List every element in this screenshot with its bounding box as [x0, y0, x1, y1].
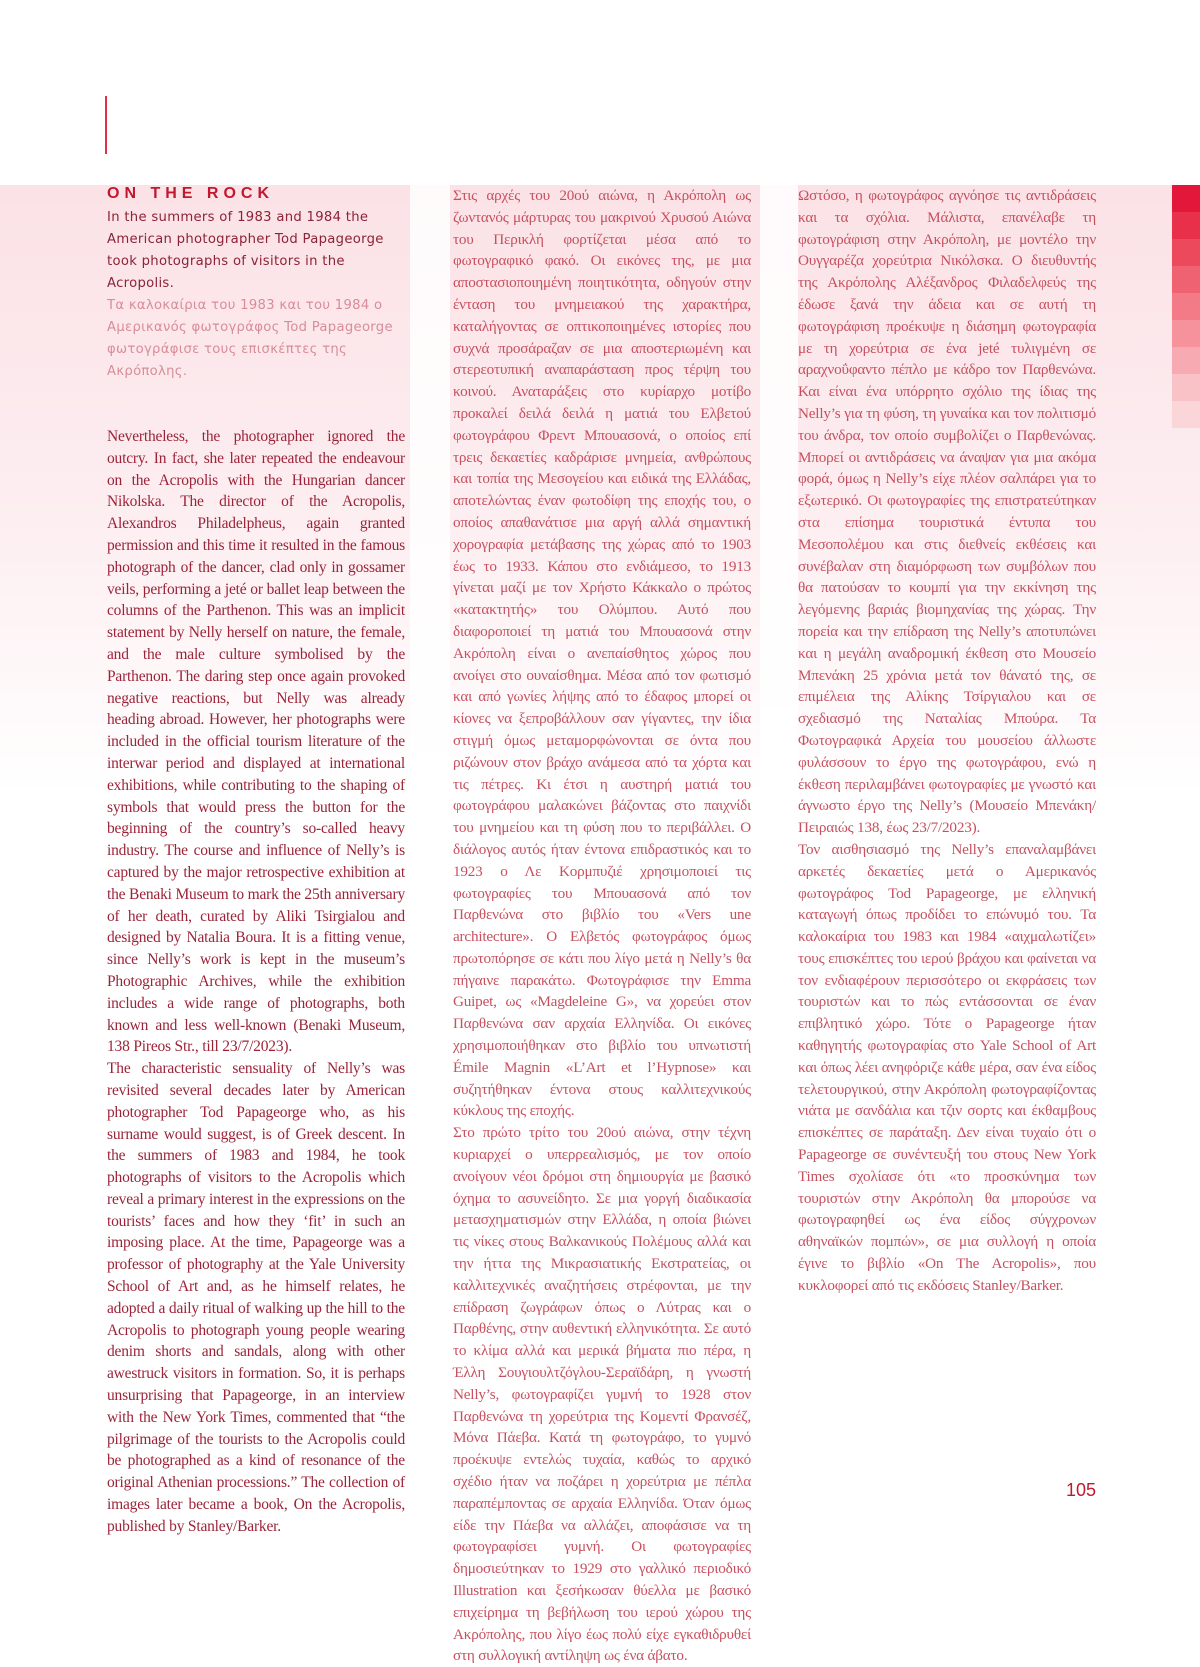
- color-swatch: [1172, 347, 1200, 374]
- paragraph: Ωστόσο, η φωτογράφος αγνόησε τις αντιδράσεις και τα σχόλια. Μάλιστα, επανέλαβε τη φωτογράφιση στην Ακρόπολη, με μοντέλο την Ουγγαρέζα χορεύτρια Νικόλσκα. Ο διευθυντής της Ακρόπολης Αλέξανδρος Φιλαδελφεύς της έδωσε ξανά την άδεια και σε αυτή τη φωτογράφιση προέκυψε η διάσημη φωτογραφία με τη χορεύτρια σε ένα jeté τυλιγμένη σε αραχνοΰφαντο πέπλο με κάδρο τον Παρθενώνα. Και είναι ένα υπόρρητο σχόλιο της ίδιας της Nelly’s για τη φύση, τη γυναίκα και τον πολιτισμό του άνδρα, τον οποίο συμβολίζει ο Παρθενώνας. Μπορεί οι αντιδράσεις να άναψαν για μια ακόμα φορά, όμως η Nelly’s είχε πλέον σαλπάρει για το εξωτερικό. Οι φωτογραφίες της επιστρατεύτηκαν στα επίσημα τουριστικά έντυπα του Μεσοπολέμου και στις διεθνείς εκθέσεις και συνέβαλαν στη διαμόρφωση των συμβόλων που θα πατούσαν το κουμπί για την εκκίνηση της λεγόμενης βαριάς βιομηχανίας της χώρας. Την πορεία και την επίδραση της Nelly’s αποτυπώνει και η μεγάλη αναδρομική έκθεση στο Μουσείο Μπενάκη 25 χρόνια μετά τον θάνατό της, σε επιμέλεια της Αλίκης Τσίργιαλου και σε σχεδιασμό της Ναταλίας Μπούρα. Τα Φωτογραφικά Αρχεία του μουσείου άλλωστε φυλάσσουν το έργο της φωτογράφου, ενώ η έκθεση περιλαμβάνει φωτογραφίες με γνωστό και άγνωστο έργο της Nelly’s (Μουσείο Μπενάκη/Πειραιώς 138, έως 23/7/2023).: [798, 187, 1096, 837]
- column-gutter: [410, 185, 450, 795]
- color-swatch: [1172, 293, 1200, 320]
- column-greek-2: [798, 185, 1096, 1297]
- color-swatch: [1172, 374, 1200, 401]
- color-swatch: [1172, 185, 1200, 212]
- color-swatch: [1172, 401, 1200, 428]
- paragraph: The characteristic sensuality of Nelly’s was revisited several decades later by American photographer Tod Papageorge who, as his surname would suggest, is of Greek descent. In the summers of 1983 and 1984, he took photographs of visitors to the Acropolis which reveal a primary interest in the expressions on the tourists’ faces and how they ‘fit’ in such an imposing place. At the time, Papageorge was a professor of photography at the Yale University School of Art and, as he himself relates, he adopted a daily ritual of walking up the hill to the Acropolis to photograph young people wearing denim shorts and sandals, along with other awestruck visitors in formation. So, it is perhaps unsurprising that Papageorge, in an interview with the New York Times, commented that “the pilgrimage of the tourists to the Acropolis could be photographed as a kind of resonance of the original Athenian processions.” The collection of images later became a book, On the Acropolis, published by Stanley/Barker.: [107, 1060, 405, 1535]
- page-number: 105: [1066, 1480, 1097, 1500]
- paragraph: Nevertheless, the photographer ignored the outcry. In fact, she later repeated the endeavour on the Acropolis with the Hungarian dancer Nikolska. The director of the Acropolis, Alexandros Philadelpheus, again granted permission and this time it resulted in the famous photograph of the dancer, clad only in gossamer veils, performing a jeté or ballet leap between the columns of the Parthenon. This was an implicit statement by Nelly herself on nature, the female, and the male culture symbolised by the Parthenon. The daring step once again provoked negative reactions, but Nelly was already heading abroad. However, her photographs were included in the official tourism literature of the interwar period and displayed at international exhibitions, while contributing to the shaping of symbols that would press the button for the beginning of the country’s so-called heavy industry. The course and influence of Nelly’s is captured by the major retrospective exhibition at the Benaki Museum to mark the 25th anniversary of her death, curated by Aliki Tsirgialou and designed by Natalia Boura. It is a fitting venue, since Nelly’s work is kept in the museum’s Photographic Archives, while the exhibition includes a wide range of photographs, both known and less well-known (Benaki Museum, 138 Pireos Str., till 23/7/2023).: [107, 428, 405, 1056]
- lead-english: In the summers of 1983 and 1984 the American photographer Tod Papageorge took photographs of visitors in the Acropolis.: [107, 210, 384, 291]
- vertical-accent-rule: [105, 96, 107, 154]
- color-swatch: [1172, 239, 1200, 266]
- paragraph: Στις αρχές του 20ού αιώνα, η Ακρόπολη ως ζωντανός μάρτυρας του μακρινού Χρυσού Αιώνα του Περικλή φορτίζεται μέσα από το φωτογραφικό φακό. Οι εικόνες της, με μια αποστασιοποιημένη ποιητικότητα, οδηγούν στην ένταση του μνημειακού της χαρακτήρα, καταλήγοντας σε οπτικοποιημένες ιστορίες που συχνά προσάραζαν σε μια αποστεριωμένη και στερεοτυπική αναπαράσταση προς τέρψη του κοινού. Αναταράξεις στο κυρίαρχο μοτίβο προκαλεί δειλά δειλά η ματιά του Ελβετού φωτογράφου Φρεντ Μπουασονά, ο οποίος επί τρεις δεκαετίες καδράρισε μνημεία, ανθρώπους και τοπία της Μεσογείου και ειδικά της Ελλάδας, αποτελώντας έναν φωτοδίφη της εποχής του, ο οποίος απαθανάτισε μια αργή αλλά σημαντική χορογραφία μετάβασης της χώρας από το 1903 έως το 1933. Κάπου στο ενδιάμεσο, το 1913 γίνεται μαζί με τον Χρήστο Κάκκαλο ο πρώτος «κατακτητής» του Ολύμπου. Αυτό που διαφοροποιεί τη ματιά του Μπουασονά στην Ακρόπολη είναι ο ανεπαίσθητος χώρος που ανοίγει στο ουναίσθημα. Μέσα από τον φωτισμό και από γωνίες λήψης από το έδαφος μπορεί οι κίονες να ξεπροβάλλουν σαν γίγαντες, την ίδια στιγμή όμως μεταμορφώνονται σε όντα που ριζώνουν στον βράχο ανάμεσα από τα χόρτα και τις πέτρες. Κι έτσι η αυστηρή ματιά του φωτογράφου μαλακώνει βάζοντας στο παιχνίδι του μνημείου και τη φύση που το περιβάλλει. Ο διάλογος αυτός ήταν έντονα επιδραστικός και το 1923 ο Λε Κορμπυζιέ χρησιμοποιεί τις φωτογραφίες του Μπουασονά από τον Παρθενώνα στο βιβλίο του «Vers une architecture». Ο Ελβετός φωτογράφος όμως πρωτοπόρησε σε κάτι που λίγο μετά η Nelly’s θα πήγαινε παρακάτω. Φωτογράφισε την Emma Guipet, ως «Magdeleine G», να χορεύει στον Παρθενώνα σαν αρχαία Ελληνίδα. Οι εικόνες χρησιμοποιήθηκαν στο βιβλίο του υπνωτιστή Émile Magnin «L’Art et l’Hypnose» και συζητήθηκαν έντονα στους καλλιτεχνικούς κύκλους της εποχής.: [453, 187, 751, 1120]
- paragraph: Τον αισθησιασμό της Nelly’s επαναλαμβάνει αρκετές δεκαετίες μετά ο Αμερικανός φωτογράφος Tod Papageorge, με ελληνική καταγωγή όπως προδίδει το επώνυμό του. Τα καλοκαίρια του 1983 και 1984 «αιχμαλωτίζει» τους επισκέπτες του ιερού βράχου και φαίνεται να τον ενδιαφέρουν περισσότερο οι εκφράσεις των τουριστών και το πώς εντάσσονται σε έναν επιβλητικό χώρο. Τότε ο Papageorge ήταν καθηγητής φωτογραφίας στο Yale School of Art και όπως λέει ανηφόριζε κάθε μέρα, σαν ένα είδος τελετουργικού, στην Ακρόπολη φωτογραφίζοντας νιάτα με σανδάλια και τζιν σορτς και έκθαμβους επισκέπτες σε παράταξη. Δεν είναι τυχαίο ότι ο Papageorge σε συνέντευξή του στους New York Times σχολίασε ότι «το προσκύνημα των τουριστών στην Ακρόπολη θα μπορούσε να φωτογραφηθεί ως ένα είδος σύγχρονων αθηναϊκών πομπών», σε μια συλλογή η οποία έγινε το βιβλίο «On The Acropolis», που κυκλοφορεί από τις εκδόσεις Stanley/Barker.: [798, 840, 1096, 1294]
- column-gutter: [760, 185, 798, 795]
- body-text-english: [107, 426, 405, 1538]
- lead-greek: Τα καλοκαίρια του 1983 και του 1984 ο Αμερικανός φωτογράφος Tod Papageorge φωτογράφισε τους επισκέπτες της Ακρόπολης.: [107, 298, 393, 379]
- color-swatch-strip: [1172, 185, 1200, 428]
- color-swatch: [1172, 266, 1200, 293]
- section-kicker: ON THE ROCK: [107, 185, 274, 202]
- color-swatch: [1172, 320, 1200, 347]
- paragraph: Στο πρώτο τρίτο του 20ού αιώνα, στην τέχνη κυριαρχεί ο υπερρεαλισμός, με τον οποίο ανοίγουν νέοι δρόμοι στη δημιουργία με βασικό όχημα το ασυνείδητο. Σε μια γοργή διαδικασία μετασχηματισμών στην Ελλάδα, η οποία βιώνει τις νίκες στους Βαλκανικούς Πολέμους αλλά και την ήττα της Μικρασιατικής Εκστρατείας, οι καλλιτεχνικές αναζητήσεις στρέφονται, με την επίδραση ζωγράφων όπως ο Λύτρας και ο Παρθένης, στην αυθεντική ελληνικότητα. Σε αυτό το κλίμα αλλά και μερικά βήματα πιο πέρα, η Έλλη Σουγιουλτζόγλου-Σεραϊδάρη, η γνωστή Nelly’s, φωτογραφίζει γυμνή το 1928 στον Παρθενώνα τη χορεύτρια της Κομεντί Φρανσέζ, Μόνα Πάεβα. Κατά τη φωτογράφο, το γυμνό προέκυψε εντελώς τυχαία, καθώς το αρχικό σχέδιο ήταν να ποζάρει η χορεύτρια με πέπλα παραπέμποντας σε αρχαία Ελληνίδα. Όταν όμως είδε την Πάεβα να αλλάζει, αποφάσισε να τη φωτογραφίσει γυμνή. Οι φωτογραφίες δημοσιεύτηκαν το 1929 στο γαλλικό περιοδικό Illustration και ξεσήκωσαν θύελλα με βασικό επιχείρημα τη βεβήλωση του ιερού χώρου της Ακρόπολης, που λίγο έως πολύ είχε εγκαθιδρυθεί στη συλλογική αντίληψη ως ένα άβατο.: [453, 1124, 751, 1665]
- color-swatch: [1172, 212, 1200, 239]
- body-text-greek: [798, 185, 1096, 1297]
- column-greek-1: [453, 185, 751, 1667]
- column-english: [107, 185, 405, 1538]
- body-text-greek: [453, 185, 751, 1667]
